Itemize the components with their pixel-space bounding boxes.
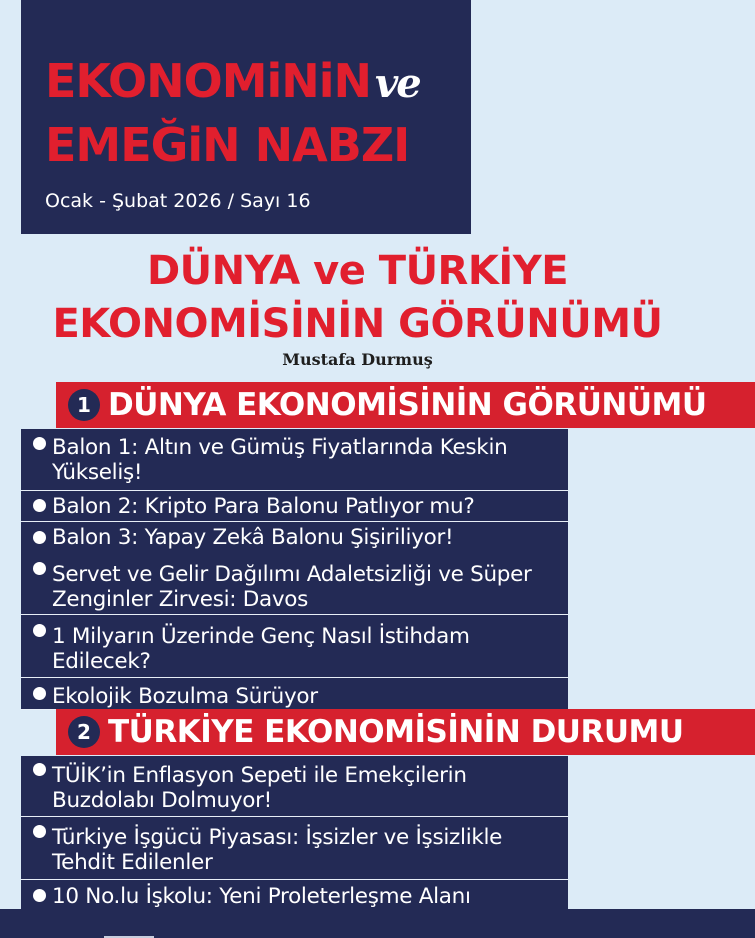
masthead-title-line1: EKONOMiNiN ve <box>45 54 420 108</box>
author: Mustafa Durmuş <box>282 350 433 369</box>
list-item <box>21 491 568 522</box>
list-item <box>21 756 568 817</box>
issue-info: Ocak - Şubat 2026 / Sayı 16 <box>45 190 311 212</box>
list-item <box>21 429 568 491</box>
bullet-icon <box>33 437 46 450</box>
main-title-line2: EKONOMİSİNİN GÖRÜNÜMÜ <box>52 301 663 347</box>
bullet-icon <box>33 624 46 637</box>
section-number-badge: 1 <box>68 389 100 421</box>
list-item-text: 1 Milyarın Üzerinde Genç Nasıl İstihdam Edilecek? <box>52 624 470 674</box>
bullet-icon <box>33 562 46 575</box>
list-item-text: 10 No.lu İşkolu: Yeni Proleterleşme Alanı <box>52 884 471 909</box>
list-item-text: Balon 3: Yapay Zekâ Balonu Şişiriliyor! <box>52 525 454 550</box>
list-item <box>21 678 568 710</box>
list-item-text: Ekolojik Bozulma Sürüyor <box>52 684 318 709</box>
list-item-text: Balon 2: Kripto Para Balonu Patlıyor mu? <box>52 494 475 519</box>
masthead-ve: ve <box>375 60 420 107</box>
masthead-title-line2: EMEĞiN NABZI <box>45 118 410 172</box>
bullet-icon <box>33 687 46 700</box>
bullet-icon <box>33 531 46 544</box>
section-header-world <box>56 382 755 428</box>
bullet-icon <box>33 889 46 902</box>
bullet-icon <box>33 763 46 776</box>
list-item <box>21 817 568 880</box>
list-item-text: TÜİK’in Enflasyon Sepeti ile Emekçilerin Buzdolabı Dolmuyor! <box>52 763 467 813</box>
section-number-badge: 2 <box>68 716 100 748</box>
bullet-icon <box>33 825 46 838</box>
section-title: TÜRKİYE EKONOMİSİNİN DURUMU <box>108 714 684 750</box>
list-item-text: Türkiye İşgücü Piyasası: İşsizler ve İşsizlikle Tehdit Edilenler <box>52 825 503 875</box>
list-item-text: Servet ve Gelir Dağılımı Adaletsizliği ve Süper Zenginler Zirvesi: Davos <box>52 562 532 612</box>
list-item <box>21 522 568 615</box>
masthead <box>21 0 471 234</box>
section-header-turkey <box>56 709 755 755</box>
list-item-text: Balon 1: Altın ve Gümüş Fiyatlarında Keskin Yükseliş! <box>52 435 508 485</box>
main-title-line1: DÜNYA ve TÜRKİYE <box>146 248 569 294</box>
bullet-icon <box>33 499 46 512</box>
section-title: DÜNYA EKONOMİSİNİN GÖRÜNÜMÜ <box>108 387 707 423</box>
list-item <box>21 880 568 909</box>
footer-bar <box>0 909 755 938</box>
list-item <box>21 615 568 678</box>
